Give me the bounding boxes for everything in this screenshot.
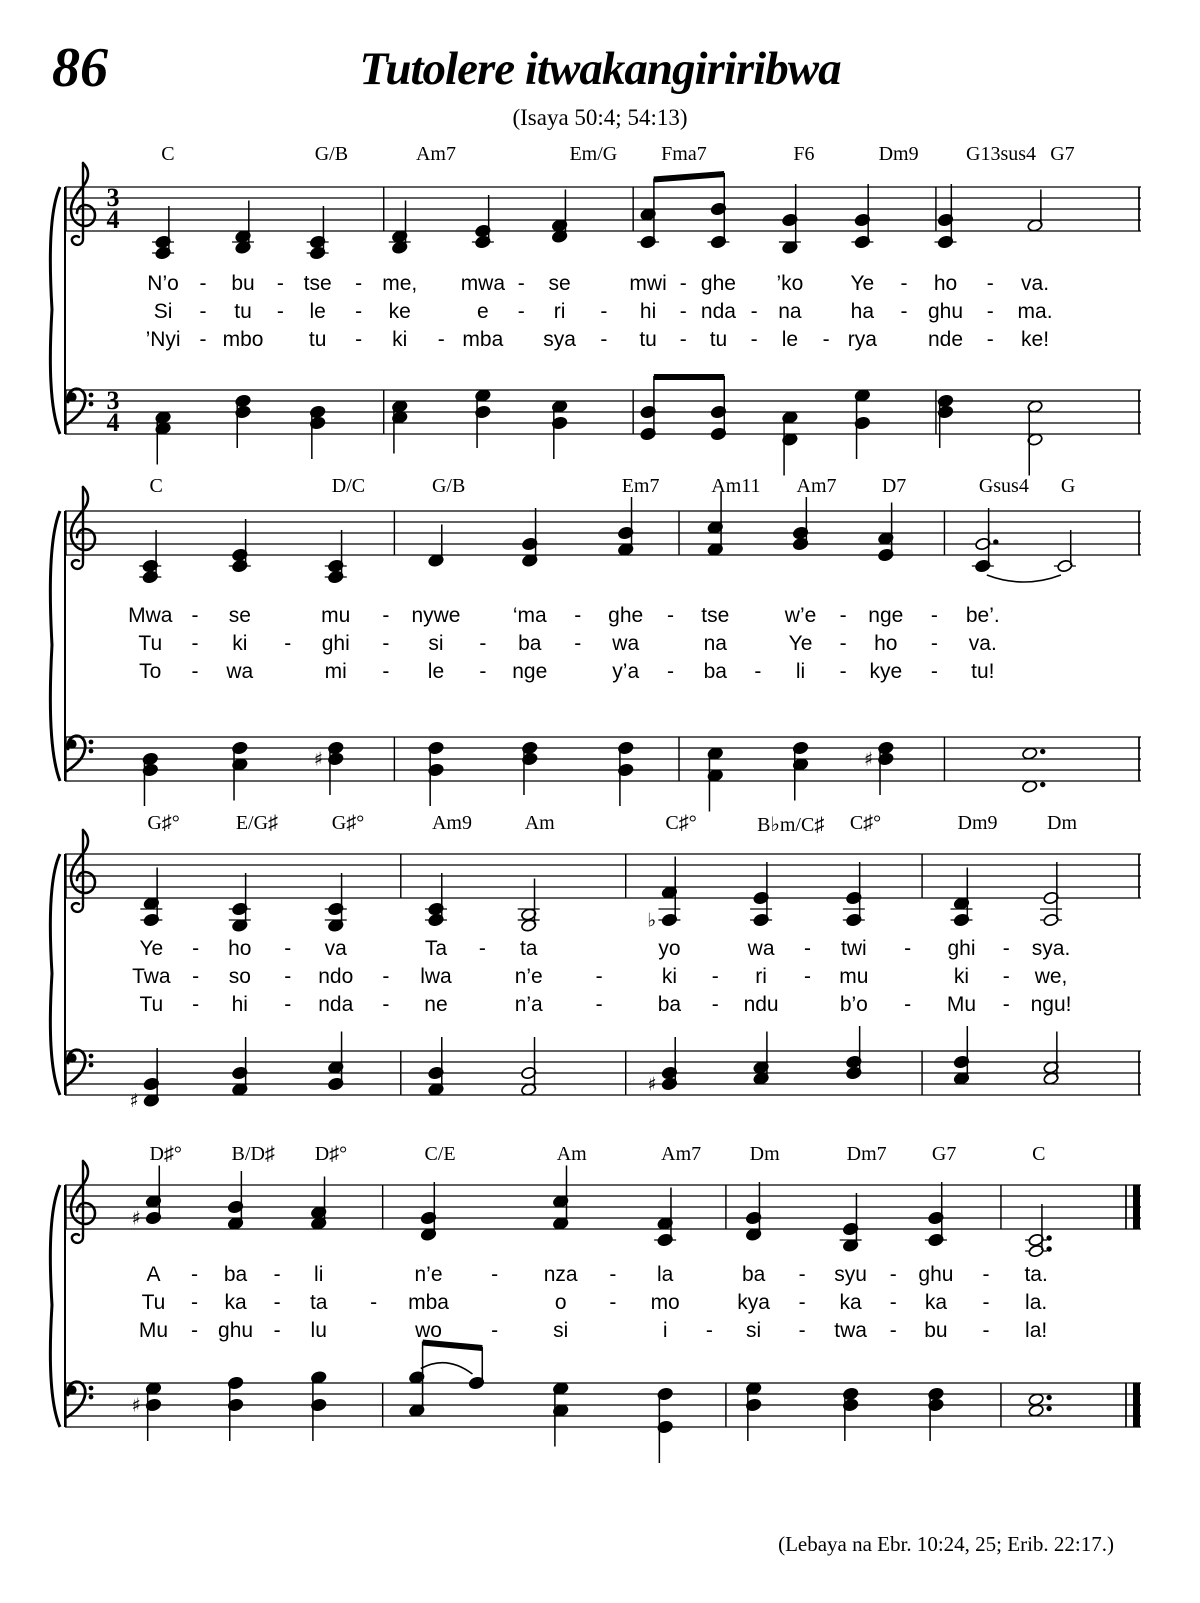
lyric-syllable: se (548, 272, 571, 295)
lyric-syllable: ke (388, 300, 411, 323)
lyric-syllable: ta. (1024, 1263, 1048, 1286)
bass-clef-icon (67, 1382, 93, 1417)
accidental: ♯ (313, 748, 323, 771)
lyric-syllable: ngu! (1030, 993, 1072, 1016)
lyric-syllable: i (662, 1319, 668, 1342)
lyric-hyphen: - (609, 1263, 617, 1286)
lyric-hyphen: - (479, 632, 487, 655)
lyric-hyphen: - (192, 993, 200, 1016)
lyric-syllable: Tu (141, 1291, 166, 1314)
chord-label: G7 (931, 1143, 957, 1165)
accidental: ♭ (647, 909, 657, 932)
lyric-syllable: Si (153, 300, 173, 323)
lyric-hyphen: - (839, 660, 847, 683)
lyric-syllable: wa (747, 937, 775, 960)
lyric-syllable: Mu (138, 1319, 169, 1342)
chord-label: D/C (331, 475, 366, 497)
bass-staff (55, 352, 1145, 484)
chord-label: Am7 (661, 1143, 702, 1165)
lyric-syllable: Twa (132, 965, 171, 988)
lyric-syllable: lu (310, 1319, 327, 1342)
treble-staff (55, 816, 1145, 948)
chord-label: B/D♯ (231, 1143, 275, 1165)
treble-staff (55, 149, 1145, 281)
lyric-syllable: nda (700, 300, 736, 323)
lyric-hyphen: - (666, 660, 674, 683)
lyric-syllable: ho (874, 632, 898, 655)
lyric-hyphen: - (986, 272, 994, 295)
lyric-hyphen: - (711, 993, 719, 1016)
lyric-syllable: n’e (414, 1263, 443, 1286)
lyric-syllable: na (778, 300, 802, 323)
bass-staff (55, 1013, 1145, 1145)
chord-label: E/G♯ (235, 812, 279, 834)
lyric-syllable: tu (234, 300, 252, 323)
lyric-syllable: b’o (839, 993, 868, 1016)
chord-label: G7 (1050, 143, 1075, 165)
lyric-syllable: kya (737, 1291, 770, 1314)
chord-label: C (1032, 1143, 1046, 1165)
chord-label: G/B (431, 475, 466, 497)
lyric-hyphen: - (355, 328, 363, 351)
lyric-syllable: wa (612, 632, 640, 655)
chord-label: Am11 (711, 475, 761, 497)
lyric-syllable: si (746, 1319, 762, 1342)
lyric-syllable: hi (639, 300, 657, 323)
chord-label: Dm7 (846, 1143, 887, 1165)
lyric-hyphen: - (609, 1291, 617, 1314)
lyric-syllable: A (146, 1263, 161, 1286)
lyric-syllable: bu (924, 1319, 948, 1342)
beam (654, 174, 724, 180)
lyric-syllable: ma. (1017, 300, 1053, 323)
lyric-hyphen: - (574, 604, 582, 627)
bass-clef-icon (67, 1050, 93, 1085)
lyric-hyphen: - (900, 300, 908, 323)
lyric-syllable: syu (834, 1263, 867, 1286)
lyric-hyphen: - (517, 300, 525, 323)
lyric-hyphen: - (191, 632, 199, 655)
chord-label: B♭m/C♯ (757, 814, 825, 836)
lyric-hyphen: - (904, 937, 912, 960)
lyric-syllable: ba (741, 1263, 766, 1286)
lyric-hyphen: - (900, 272, 908, 295)
chord-label: C (161, 143, 175, 165)
lyric-syllable: yo (658, 937, 681, 960)
accidental: ♯ (131, 1207, 141, 1230)
lyric-syllable: n’a (514, 993, 543, 1016)
lyric-hyphen: - (705, 1319, 713, 1342)
lyric-hyphen: - (600, 328, 608, 351)
lyric-hyphen: - (191, 1291, 199, 1314)
lyric-hyphen: - (889, 1263, 897, 1286)
lyric-syllable: ri (553, 300, 566, 323)
chord-label: C/E (424, 1143, 456, 1165)
lyric-hyphen: - (199, 300, 207, 323)
lyric-syllable: ho (933, 272, 958, 295)
lyric-hyphen: - (491, 1319, 499, 1342)
treble-clef-icon (71, 1161, 95, 1243)
treble-clef-icon (71, 830, 95, 912)
lyric-syllable: we, (1034, 965, 1068, 988)
lyric-hyphen: - (382, 965, 390, 988)
beam (423, 1343, 483, 1349)
lyric-hyphen: - (679, 328, 687, 351)
lyric-hyphen: - (199, 328, 207, 351)
lyric-syllable: hi (231, 993, 248, 1016)
lyric-syllable: mu (839, 965, 869, 988)
chord-label: F6 (793, 143, 815, 165)
accidental: ♯ (863, 748, 874, 771)
lyric-hyphen: - (986, 300, 994, 323)
chord-label: Am7 (796, 475, 837, 497)
lyric-syllable: To (139, 660, 162, 683)
lyric-syllable: sya. (1031, 937, 1071, 960)
bass-clef-icon (67, 389, 93, 424)
lyric-hyphen: - (798, 1263, 806, 1286)
lyric-hyphen: - (192, 937, 200, 960)
lyric-syllable: ghi (321, 632, 350, 655)
lyric-syllable: tu (308, 328, 327, 351)
lyric-syllable: Tu (138, 632, 163, 655)
lyric-syllable: n’e (514, 965, 543, 988)
lyric-syllable: mwa (460, 272, 506, 295)
lyric-syllable: ha (850, 300, 875, 323)
lyric-hyphen: - (276, 300, 284, 323)
lyric-syllable: y’a (612, 660, 640, 683)
lyric-syllable: ghe (700, 272, 736, 295)
lyric-syllable: ba (703, 660, 727, 683)
lyric-hyphen: - (191, 604, 199, 627)
lyric-syllable: nge (868, 604, 904, 627)
lyric-syllable: ne (424, 993, 448, 1016)
lyric-hyphen: - (355, 272, 363, 295)
lyric-syllable: mwi (629, 272, 667, 295)
lyric-hyphen: - (284, 965, 292, 988)
lyric-hyphen: - (982, 1263, 990, 1286)
note-head (1028, 1393, 1044, 1407)
lyric-hyphen: - (382, 632, 390, 655)
lyric-syllable: tse (701, 604, 730, 627)
lyric-hyphen: - (491, 1263, 499, 1286)
chord-label: Em/G (569, 143, 618, 165)
lyric-hyphen: - (822, 328, 830, 351)
lyric-syllable: si (553, 1319, 569, 1342)
lyric-hyphen: - (600, 300, 608, 323)
lyric-syllable: la (656, 1263, 674, 1286)
lyric-syllable: Mu (946, 993, 977, 1016)
lyric-syllable: mo (650, 1291, 680, 1314)
lyric-hyphen: - (382, 604, 390, 627)
lyric-syllable: me, (382, 272, 418, 295)
lyric-hyphen: - (803, 937, 811, 960)
lyric-syllable: le (427, 660, 445, 683)
lyric-hyphen: - (574, 632, 582, 655)
lyric-hyphen: - (276, 272, 284, 295)
lyric-hyphen: - (191, 660, 199, 683)
note-head (1028, 1404, 1044, 1418)
lyric-syllable: va. (968, 632, 997, 655)
lyric-syllable: Ye (850, 272, 875, 295)
accidental: ♯ (129, 1090, 139, 1112)
lyric-hyphen: - (382, 993, 390, 1016)
lyric-hyphen: - (382, 660, 390, 683)
lyric-syllable: tu (639, 328, 657, 351)
lyric-syllable: ba (223, 1263, 248, 1286)
lyric-syllable: va (324, 937, 347, 960)
chord-label: Am (556, 1143, 587, 1165)
tie (987, 575, 1061, 582)
treble-staff (55, 1147, 1145, 1279)
lyric-syllable: wo (415, 1319, 442, 1342)
lyric-syllable: li (314, 1263, 324, 1286)
lyric-syllable: twi (840, 937, 867, 960)
lyric-syllable: la! (1025, 1319, 1048, 1342)
time-signature: 3 (106, 386, 120, 415)
lyric-syllable: o (554, 1291, 567, 1314)
lyric-syllable: tse (303, 272, 332, 295)
lyric-syllable: Tu (139, 993, 164, 1016)
lyric-syllable: ka (839, 1291, 862, 1314)
lyric-hyphen: - (839, 632, 847, 655)
chord-label: Am (524, 812, 555, 834)
note-head (1022, 747, 1038, 761)
accidental: ♯ (131, 1394, 141, 1417)
lyric-hyphen: - (798, 1291, 806, 1314)
lyric-hyphen: - (889, 1319, 897, 1342)
lyric-syllable: kye (869, 660, 903, 683)
lyric-hyphen: - (273, 1319, 281, 1342)
lyric-hyphen: - (273, 1263, 281, 1286)
time-signature: 3 (106, 183, 120, 212)
lyric-syllable: Ta (424, 937, 448, 960)
lyric-syllable: ta (519, 937, 538, 960)
lyric-syllable: tu (709, 328, 728, 351)
lyric-hyphen: - (711, 965, 719, 988)
lyric-syllable: N’o (147, 272, 179, 295)
lyric-hyphen: - (750, 328, 758, 351)
lyric-hyphen: - (798, 1319, 806, 1342)
hymn-number: 86 (52, 37, 108, 99)
note-head (1022, 780, 1038, 794)
chord-label: D♯° (314, 1143, 348, 1165)
chord-label: Gsus4 (978, 475, 1029, 497)
scripture-reference: (Isaya 50:4; 54:13) (512, 105, 688, 130)
time-signature: 4 (106, 205, 120, 234)
lyric-syllable: la. (1025, 1291, 1048, 1314)
lyric-syllable: sya (543, 328, 576, 351)
lyric-hyphen: - (839, 604, 847, 627)
lyric-syllable: ghe (608, 604, 644, 627)
lyric-hyphen: - (437, 328, 445, 351)
lyric-hyphen: - (803, 965, 811, 988)
lyric-syllable: ndo (318, 965, 354, 988)
chord-label: G♯° (331, 812, 365, 834)
chord-label: D7 (881, 475, 907, 497)
lyric-syllable: ‘ma (512, 604, 547, 627)
lyric-syllable: Ye (139, 937, 164, 960)
lyric-syllable: si (428, 632, 444, 655)
lyric-hyphen: - (986, 328, 994, 351)
lyric-hyphen: - (666, 604, 674, 627)
lyric-hyphen: - (1002, 965, 1010, 988)
lyric-syllable: Mwa (128, 604, 173, 627)
lyric-syllable: ri (755, 965, 767, 988)
lyric-hyphen: - (982, 1319, 990, 1342)
lyric-syllable: ba (657, 993, 682, 1016)
lyric-syllable: nza (543, 1263, 578, 1286)
chord-label: Dm9 (878, 143, 919, 165)
lyric-syllable: mba (462, 328, 504, 351)
treble-clef-icon (71, 163, 95, 245)
lyric-syllable: se (228, 604, 251, 627)
lyric-hyphen: - (754, 660, 762, 683)
lyric-syllable: mba (408, 1291, 449, 1314)
chord-label: Em7 (621, 475, 660, 497)
lyric-syllable: ghu (918, 1263, 954, 1286)
lyric-hyphen: - (355, 300, 363, 323)
hymn-title: Tutolere itwakangiriribwa (359, 43, 841, 95)
chord-label: C♯° (849, 812, 882, 834)
lyric-hyphen: - (284, 632, 292, 655)
chord-label: D♯° (149, 1143, 182, 1165)
lyric-syllable: lwa (420, 965, 452, 988)
chord-label: Am9 (431, 812, 472, 834)
lyric-syllable: na (703, 632, 727, 655)
lyric-syllable: nde (927, 328, 964, 351)
lyric-syllable: ki (232, 632, 248, 655)
lyric-syllable: ka (924, 1291, 948, 1314)
lyric-syllable: ndu (743, 993, 779, 1016)
lyric-syllable: ’Nyi (145, 328, 181, 351)
lyric-hyphen: - (284, 937, 292, 960)
lyric-hyphen: - (750, 300, 758, 323)
lyric-syllable: ki (661, 965, 678, 988)
lyric-syllable: rya (847, 328, 877, 351)
chord-label: C♯° (665, 812, 697, 834)
lyric-syllable: so (228, 965, 251, 988)
lyric-syllable: va. (1021, 272, 1050, 295)
time-signature: 4 (106, 408, 120, 437)
lyric-hyphen: - (930, 660, 938, 683)
lyric-hyphen: - (1002, 993, 1010, 1016)
lyric-hyphen: - (595, 965, 603, 988)
lyric-syllable: ka (224, 1291, 247, 1314)
chord-label: Dm9 (957, 812, 998, 834)
lyric-syllable: e (477, 300, 489, 323)
treble-clef-icon (71, 487, 95, 569)
accidental: ♯ (647, 1073, 657, 1096)
lyric-syllable: le (309, 300, 326, 323)
lyric-syllable: wa (226, 660, 254, 683)
treble-staff (55, 473, 1145, 605)
bass-clef-icon (67, 736, 93, 771)
lyric-syllable: li (795, 660, 806, 683)
lyric-syllable: nge (512, 660, 548, 683)
lyric-syllable: mi (324, 660, 347, 683)
lyric-hyphen: - (1002, 937, 1010, 960)
lyric-syllable: nda (318, 993, 354, 1016)
lyric-hyphen: - (191, 1319, 199, 1342)
lyric-hyphen: - (889, 1291, 897, 1314)
chord-label: Dm (749, 1143, 780, 1165)
lyric-syllable: le (781, 328, 799, 351)
chord-label: G/B (314, 143, 349, 165)
lyric-hyphen: - (595, 993, 603, 1016)
chord-label: G (1060, 475, 1076, 497)
lyric-syllable: ghi (947, 937, 976, 960)
lyric-syllable: ho (228, 937, 252, 960)
lyric-hyphen: - (273, 1291, 281, 1314)
chord-label: Dm (1047, 812, 1078, 834)
lyric-hyphen: - (192, 965, 200, 988)
lyric-hyphen: - (370, 1291, 378, 1314)
lyric-hyphen: - (982, 1291, 990, 1314)
lyric-hyphen: - (199, 272, 207, 295)
lyric-hyphen: - (478, 937, 486, 960)
lyric-hyphen: - (284, 993, 292, 1016)
lyric-hyphen: - (479, 660, 487, 683)
chord-label: G13sus4 (966, 143, 1037, 165)
lyric-syllable: ta (309, 1291, 328, 1314)
lyric-hyphen: - (930, 632, 938, 655)
lyric-syllable: ghu (218, 1319, 254, 1342)
lyric-hyphen: - (679, 272, 687, 295)
lyric-syllable: twa (834, 1319, 867, 1342)
lyric-syllable: be’. (965, 604, 1000, 627)
lyric-syllable: nywe (411, 604, 461, 627)
lyric-syllable: tu! (971, 660, 995, 683)
chord-label: G♯° (147, 812, 180, 834)
lyric-hyphen: - (904, 993, 912, 1016)
lyric-syllable: mu (321, 604, 351, 627)
tie (421, 1363, 473, 1374)
chord-label: Fma7 (661, 143, 707, 165)
chord-label: Am7 (415, 143, 456, 165)
lyric-syllable: Ye (788, 632, 813, 655)
lyric-syllable: mbo (222, 328, 264, 351)
lyric-hyphen: - (191, 1263, 199, 1286)
lyric-syllable: ’ko (776, 272, 804, 295)
lyric-syllable: ghu (927, 300, 964, 323)
lyric-syllable: w’e (784, 604, 817, 627)
lyric-hyphen: - (930, 604, 938, 627)
lyric-syllable: ki (392, 328, 408, 351)
chord-label: C (149, 475, 163, 497)
lyric-syllable: ki (953, 965, 970, 988)
footer-reference: (Lebaya na Ebr. 10:24, 25; Erib. 22:17.) (778, 1532, 1114, 1556)
lyric-syllable: ba (518, 632, 542, 655)
lyric-syllable: ke! (1021, 328, 1050, 351)
lyric-hyphen: - (517, 272, 525, 295)
lyric-hyphen: - (679, 300, 687, 323)
bass-staff (55, 1345, 1145, 1477)
lyric-syllable: bu (231, 272, 255, 295)
